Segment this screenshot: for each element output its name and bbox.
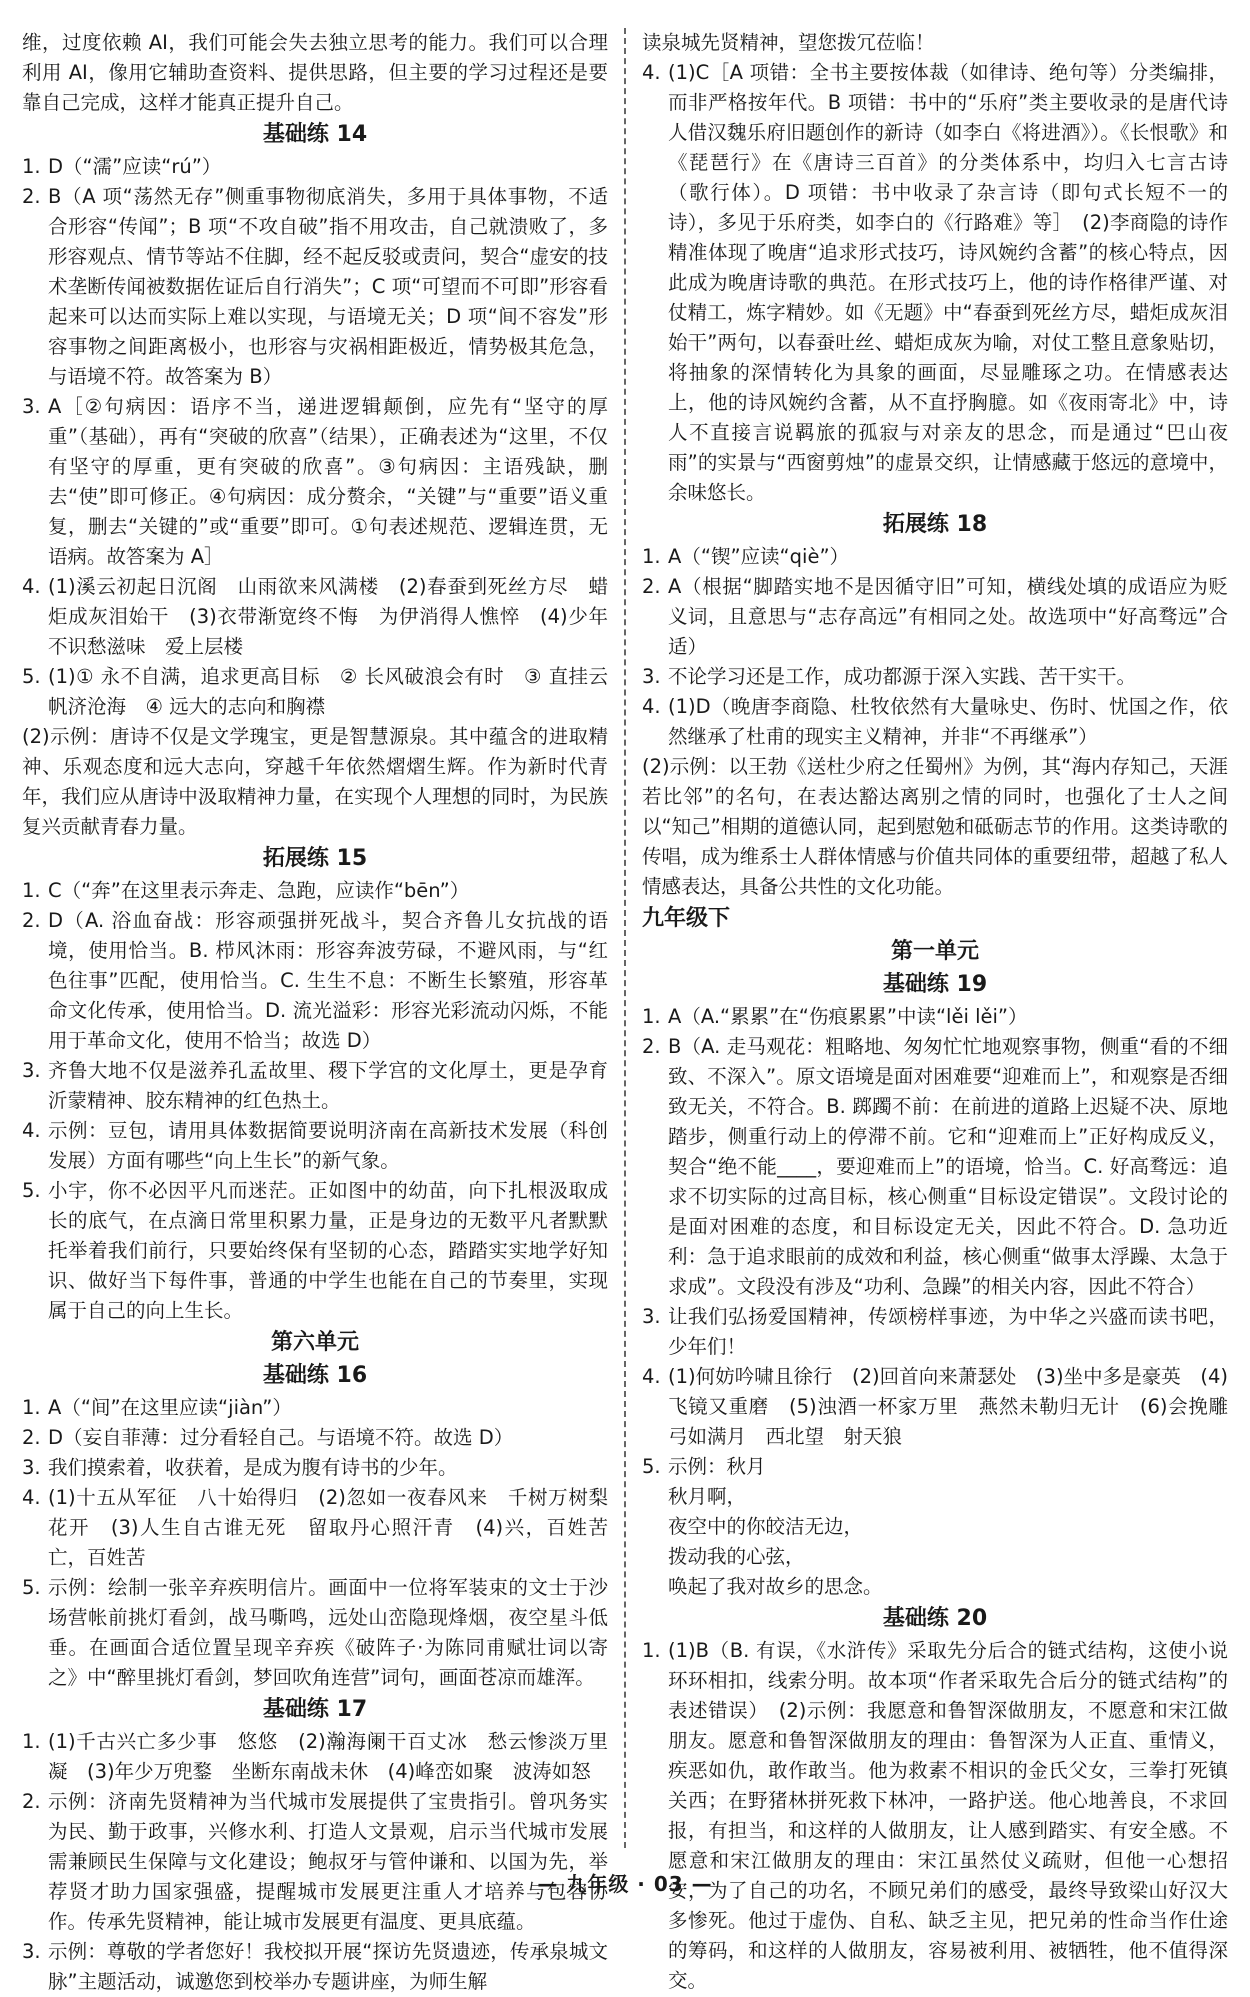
item-number: 2. <box>642 575 661 598</box>
item-text: 不论学习还是工作，成功都源于深入实践、苦干实干。 <box>668 665 1137 688</box>
item-text: (1)B（B. 有误，《水浒传》采取先分后合的链式结构，这使小说环环相扣，线索分明。故本项“作者采取先合后分的链式结构”的表述错误） (2)示例：我愿意和鲁智深做朋友，不愿意和宋江做朋友。愿意和鲁智深做朋友的理由：鲁智深为人正直、重情义，疾恶如仇，敢作敢当。他为救素不相识的金氏父女，三拳打死镇关西；在野猪林拼死救下林冲，一路护送。他心地善良，不求回报，有担当，和这样的人做朋友，让人感到踏实、有安全感。不愿意和宋江做朋友的理由：宋江虽然仗义疏财，但他一心想招安，为了自己的功名，不顾兄弟们的感受，最终导致梁山好汉大多惨死。他过于虚伪、自私、缺乏主见，把兄弟的性命当作仕途的筹码，和这样的人做朋友，容易被利用、被牺牲，他不值得深交。 <box>668 1639 1228 1992</box>
answer-item <box>22 876 608 906</box>
item-number: 1. <box>22 155 41 178</box>
item-number: 5. <box>22 1179 41 1202</box>
item-text: B（A 项“荡然无存”侧重事物彻底消失，多用于具体事物，不适合形容“传闻”；B 项“不攻自破”指不用攻击，自己就溃败了，多形容观点、情节等站不住脚，经不起反驳或责问，契合“虚安的技术垄断传闻被数据佐证后自行消失”；C 项“可望而不可即”形容看起来可以达而实际上难以实现，与语境无关；D 项“间不容发”形容事物之间距离极小，也形容与灾祸相距极近，情势极其危急，与语境不符。故答案为 B） <box>48 185 608 388</box>
item-number: 5. <box>22 665 41 688</box>
item-text: (1)C［A 项错：全书主要按体裁（如律诗、绝句等）分类编排，而非严格按年代。B 项错：书中的“乐府”类主要收录的是唐代诗人借汉魏乐府旧题创作的新诗（如李白《将进酒》）。《长恨歌》和《琵琶行》在《唐诗三百首》的分类体系中，均归入七言古诗（歌行体）。D 项错：书中收录了杂言诗（即句式长短不一的诗），多见于乐府类，如李白的《行路难》等］ (2)李商隐的诗作精准体现了晚唐“追求形式技巧，诗风婉约含蓄”的核心特点，因此成为晚唐诗歌的典范。在形式技巧上，他的诗作格律严谨、对仗精工，炼字精妙。如《无题》中“春蚕到死丝方尽，蜡炬成灰泪始干”两句，以春蚕吐丝、蜡炬成灰为喻，对仗工整且意象贴切，将抽象的深情转化为具象的画面，尽显雕琢之功。在情感表达上，他的诗风婉约含蓄，从不直抒胸臆。如《夜雨寄北》中，诗人不直接言说羁旅的孤寂与对亲友的思念，而是通过“巴山夜雨”的实景与“西窗剪烛”的虚景交织，让情感藏于悠远的意境中，余味悠长。 <box>668 61 1228 504</box>
item-text: (1)溪云初起日沉阁 山雨欲来风满楼 (2)春蚕到死丝方尽 蜡炬成灰泪始干 (3)衣带渐宽终不悔 为伊消得人憔悴 (4)少年不识愁滋味 爱上层楼 <box>48 575 608 658</box>
item-text: (1)十五从军征 八十始得归 (2)忽如一夜春风来 千树万树梨花开 (3)人生自古谁无死 留取丹心照汗青 (4)兴，百姓苦 亡，百姓苦 <box>48 1486 628 1569</box>
answer-paragraph: 读泉城先贤精神，望您拨冗莅临！ <box>642 31 935 54</box>
poem-text: 秋月啊， 夜空中的你皎洁无边， 拨动我的心弦， 唤起了我对故乡的思念。 <box>668 1485 883 1598</box>
answer-item <box>642 662 1228 692</box>
section-heading: 拓展练 18 <box>882 512 988 537</box>
answer-item <box>642 1032 1228 1302</box>
section-heading: 基础练 16 <box>262 1363 368 1388</box>
section-heading: 基础练 14 <box>262 122 368 147</box>
answer-item <box>22 182 608 392</box>
answer-item <box>22 1483 628 1573</box>
item-text: A［②句病因：语序不当，递进逻辑颠倒，应先有“坚守的厚重”（基础），再有“突破的欣喜”（结果），正确表述为“这里，不仅有坚守的厚重，更有突破的欣喜”。③句病因：主语残缺，删去“使”即可修正。④句病因：成分赘余，“关键”与“重要”语义重复，删去“关键的”或“重要”即可。①句表述规范、逻辑连贯，无语病。故答案为 A］ <box>48 395 608 568</box>
item-number: 1. <box>642 1005 661 1028</box>
item-number: 1. <box>642 545 661 568</box>
item-text: (1)何妨吟啸且徐行 (2)回首向来萧瑟处 (3)坐中多是豪英 (4)飞镜又重磨 (5)浊酒一杯家万里 燕然未勒归无计 (6)会挽雕弓如满月 西北望 射天狼 <box>668 1365 1228 1448</box>
section-heading: 拓展练 15 <box>262 846 368 871</box>
answer-item <box>22 1176 608 1326</box>
item-number: 3. <box>22 395 41 418</box>
item-number: 3. <box>22 1456 41 1479</box>
answer-item <box>22 1937 608 1997</box>
answer-item <box>642 1002 1228 1032</box>
item-text: (1)千古兴亡多少事 悠悠 (2)瀚海阑干百丈冰 愁云惨淡万里凝 (3)年少万兜鍪 坐断东南战未休 (4)峰峦如聚 波涛如怒 <box>48 1730 608 1783</box>
answer-item <box>22 1727 608 1787</box>
item-number: 1. <box>642 1639 661 1662</box>
answer-item <box>22 1423 608 1453</box>
answer-item <box>642 572 1228 662</box>
item-text: (1)① 永不自满，追求更高目标 ② 长风破浪会有时 ③ 直挂云帆济沧海 ④ 远大的志向和胸襟 <box>48 665 608 718</box>
item-number: 4. <box>22 575 41 598</box>
answer-item <box>22 1056 608 1116</box>
item-number: 5. <box>22 1576 41 1599</box>
answer-item <box>642 542 1228 572</box>
item-text: C（“奔”在这里表示奔走、急跑，应读作“bēn”） <box>48 879 470 902</box>
answer-item <box>642 1362 1228 1452</box>
section-heading: 第一单元 <box>890 939 979 964</box>
answer-item <box>642 692 1228 752</box>
answer-item <box>22 1116 608 1176</box>
answer-item <box>22 1393 608 1423</box>
answer-item <box>22 1573 608 1693</box>
right-column <box>642 28 1228 1996</box>
item-text: 示例：豆包，请用具体数据简要说明济南在高新技术发展（科创发展）方面有哪些“向上生长”的新气象。 <box>48 1119 608 1172</box>
answer-item <box>22 392 608 572</box>
answer-item <box>22 1453 608 1483</box>
item-number: 1. <box>22 1396 41 1419</box>
item-number: 5. <box>642 1455 661 1478</box>
section-heading: 基础练 19 <box>882 972 988 997</box>
item-number: 4. <box>642 695 661 718</box>
item-text: 示例：尊敬的学者您好！我校拟开展“探访先贤遗迹，传承泉城文脉”主题活动，诚邀您到校举办专题讲座，为师生解 <box>48 1940 608 1993</box>
section-heading: 基础练 20 <box>882 1606 988 1631</box>
answer-item <box>642 1636 1228 1996</box>
item-text: 让我们弘扬爱国精神，传颂榜样事迹，为中华之兴盛而读书吧，少年们！ <box>668 1305 1228 1358</box>
answer-item <box>642 1302 1228 1362</box>
item-number: 3. <box>22 1940 41 1963</box>
item-text: D（“濡”应读“rú”） <box>48 155 222 178</box>
column-divider <box>624 28 626 1848</box>
item-text: B（A. 走马观花：粗略地、匆匆忙忙地观察事物，侧重“看的不细致、不深入”。原文语境是面对困难要“迎难而上”，和观察是否细致无关，不符合。B. 踯躅不前：在前进的道路上迟疑不决、原地踏步，侧重行动上的停滞不前。它和“迎难而上”正好构成反义，契合“绝不能____，要迎难而上”的语境，恰当。C. 好高骛远：追求不切实际的过高目标，核心侧重“目标设定错误”。文段讨论的是面对困难的态度，和目标设定无关，因此不符合。D. 急功近利：急于追求眼前的成效和利益，核心侧重“做事太浮躁、太急于求成”。文段没有涉及“功利、急躁”的相关内容，因此不符合） <box>668 1035 1228 1298</box>
item-number: 4. <box>22 1119 41 1142</box>
section-heading: 第六单元 <box>270 1330 359 1355</box>
item-number: 3. <box>642 665 661 688</box>
item-text: D（A. 浴血奋战：形容顽强拼死战斗，契合齐鲁儿女抗战的语境，使用恰当。B. 栉风沐雨：形容奔波劳碌，不避风雨，与“红色往事”匹配，使用恰当。C. 生生不息：不断生长繁殖，形容革命文化传承，使用恰当。D. 流光溢彩：形容光彩流动闪烁，不能用于革命文化，使用不恰当；故选 D） <box>48 909 608 1052</box>
answer-paragraph: (2)示例：以王勃《送杜少府之任蜀州》为例，其“海内存知己，天涯若比邻”的名句，在表达豁达离别之情的同时，也强化了士人之间以“知己”相期的道德认同，起到慰勉和砥砺志节的作用。这类诗歌的传唱，成为维系士人群体情感与价值共同体的重要纽带，超越了私人情感表达，具备公共性的文化功能。 <box>642 755 1228 898</box>
item-number: 2. <box>22 1426 41 1449</box>
answer-paragraph: (2)示例：唐诗不仅是文学瑰宝，更是智慧源泉。其中蕴含的进取精神、乐观态度和远大志向，穿越千年依然熠熠生辉。作为新时代青年，我们应从唐诗中汲取精神力量，在实现个人理想的同时，为民族复兴贡献青春力量。 <box>22 725 608 838</box>
item-number: 1. <box>22 1730 41 1753</box>
item-text: A（根据“脚踏实地不是因循守旧”可知，横线处填的成语应为贬义词，且意思与“志存高远”有相同之处。故选项中“好高骛远”合适） <box>668 575 1228 658</box>
answer-item <box>642 58 1228 508</box>
item-number: 2. <box>22 1790 41 1813</box>
item-number: 4. <box>22 1486 41 1509</box>
item-text: A（“间”在这里应读“jiàn”） <box>48 1396 292 1419</box>
section-heading: 基础练 17 <box>262 1697 368 1722</box>
item-text: 小宇，你不必因平凡而迷茫。正如图中的幼苗，向下扎根汲取成长的底气，在点滴日常里积累力量，正是身边的无数平凡者默默托举着我们前行，只要始终保有坚韧的心态，踏踏实实地学好知识、做好当下每件事，普通的中学生也能在自己的节奏里，实现属于自己的向上生长。 <box>48 1179 608 1322</box>
item-number: 2. <box>642 1035 661 1058</box>
answer-item <box>22 1787 608 1937</box>
item-text: 示例：绘制一张辛弃疾明信片。画面中一位将军装束的文士于沙场营帐前挑灯看剑，战马嘶鸣，远处山峦隐现烽烟，夜空星斗低垂。在画面合适位置呈现辛弃疾《破阵子·为陈同甫赋壮词以寄之》中“醉里挑灯看剑，梦回吹角连营”词句，画面苍凉而雄浑。 <box>48 1576 608 1689</box>
answer-item <box>22 662 608 722</box>
item-number: 2. <box>22 185 41 208</box>
answer-item <box>22 906 608 1056</box>
answer-item <box>22 152 608 182</box>
item-number: 4. <box>642 61 661 84</box>
item-number: 1. <box>22 879 41 902</box>
item-number: 4. <box>642 1365 661 1388</box>
section-heading: 九年级下 <box>642 906 731 931</box>
item-text: (1)D（晚唐李商隐、杜牧依然有大量咏史、伤时、忧国之作，依然继承了杜甫的现实主义精神，并非“不再继承”） <box>668 695 1228 748</box>
answer-paragraph: 维，过度依赖 AI，我们可能会失去独立思考的能力。我们可以合理利用 AI，像用它辅助查资料、提供思路，但主要的学习过程还是要靠自己完成，这样才能真正提升自己。 <box>22 31 608 114</box>
item-text: 示例：济南先贤精神为当代城市发展提供了宝贵指引。曾巩务实为民、勤于政事，兴修水利、打造人文景观，启示当代城市发展需兼顾民生保障与文化建设；鲍叔牙与管仲谦和、以国为先，举荐贤才助力国家强盛，提醒城市发展更注重人才培养与包容协作。传承先贤精神，能让城市发展更有温度、更具底蕴。 <box>48 1790 608 1933</box>
item-number: 3. <box>642 1305 661 1328</box>
item-text: A（A.“累累”在“伤痕累累”中读“lěi lěi”） <box>668 1005 1028 1028</box>
answer-item <box>22 572 608 662</box>
item-text: A（“锲”应读“qiè”） <box>668 545 850 568</box>
item-text: 示例：秋月 <box>668 1455 766 1478</box>
page-footer: — 九年级 · 03 — <box>537 1872 713 1896</box>
item-text: D（妄自菲薄：过分看轻自己。与语境不符。故选 D） <box>48 1426 514 1449</box>
item-number: 3. <box>22 1059 41 1082</box>
item-text: 齐鲁大地不仅是滋养孔孟故里、稷下学宫的文化厚土，更是孕育沂蒙精神、胶东精神的红色热土。 <box>48 1059 608 1112</box>
item-number: 2. <box>22 909 41 932</box>
item-text: 我们摸索着，收获着，是成为腹有诗书的少年。 <box>48 1456 458 1479</box>
answer-item <box>642 1452 1228 1482</box>
